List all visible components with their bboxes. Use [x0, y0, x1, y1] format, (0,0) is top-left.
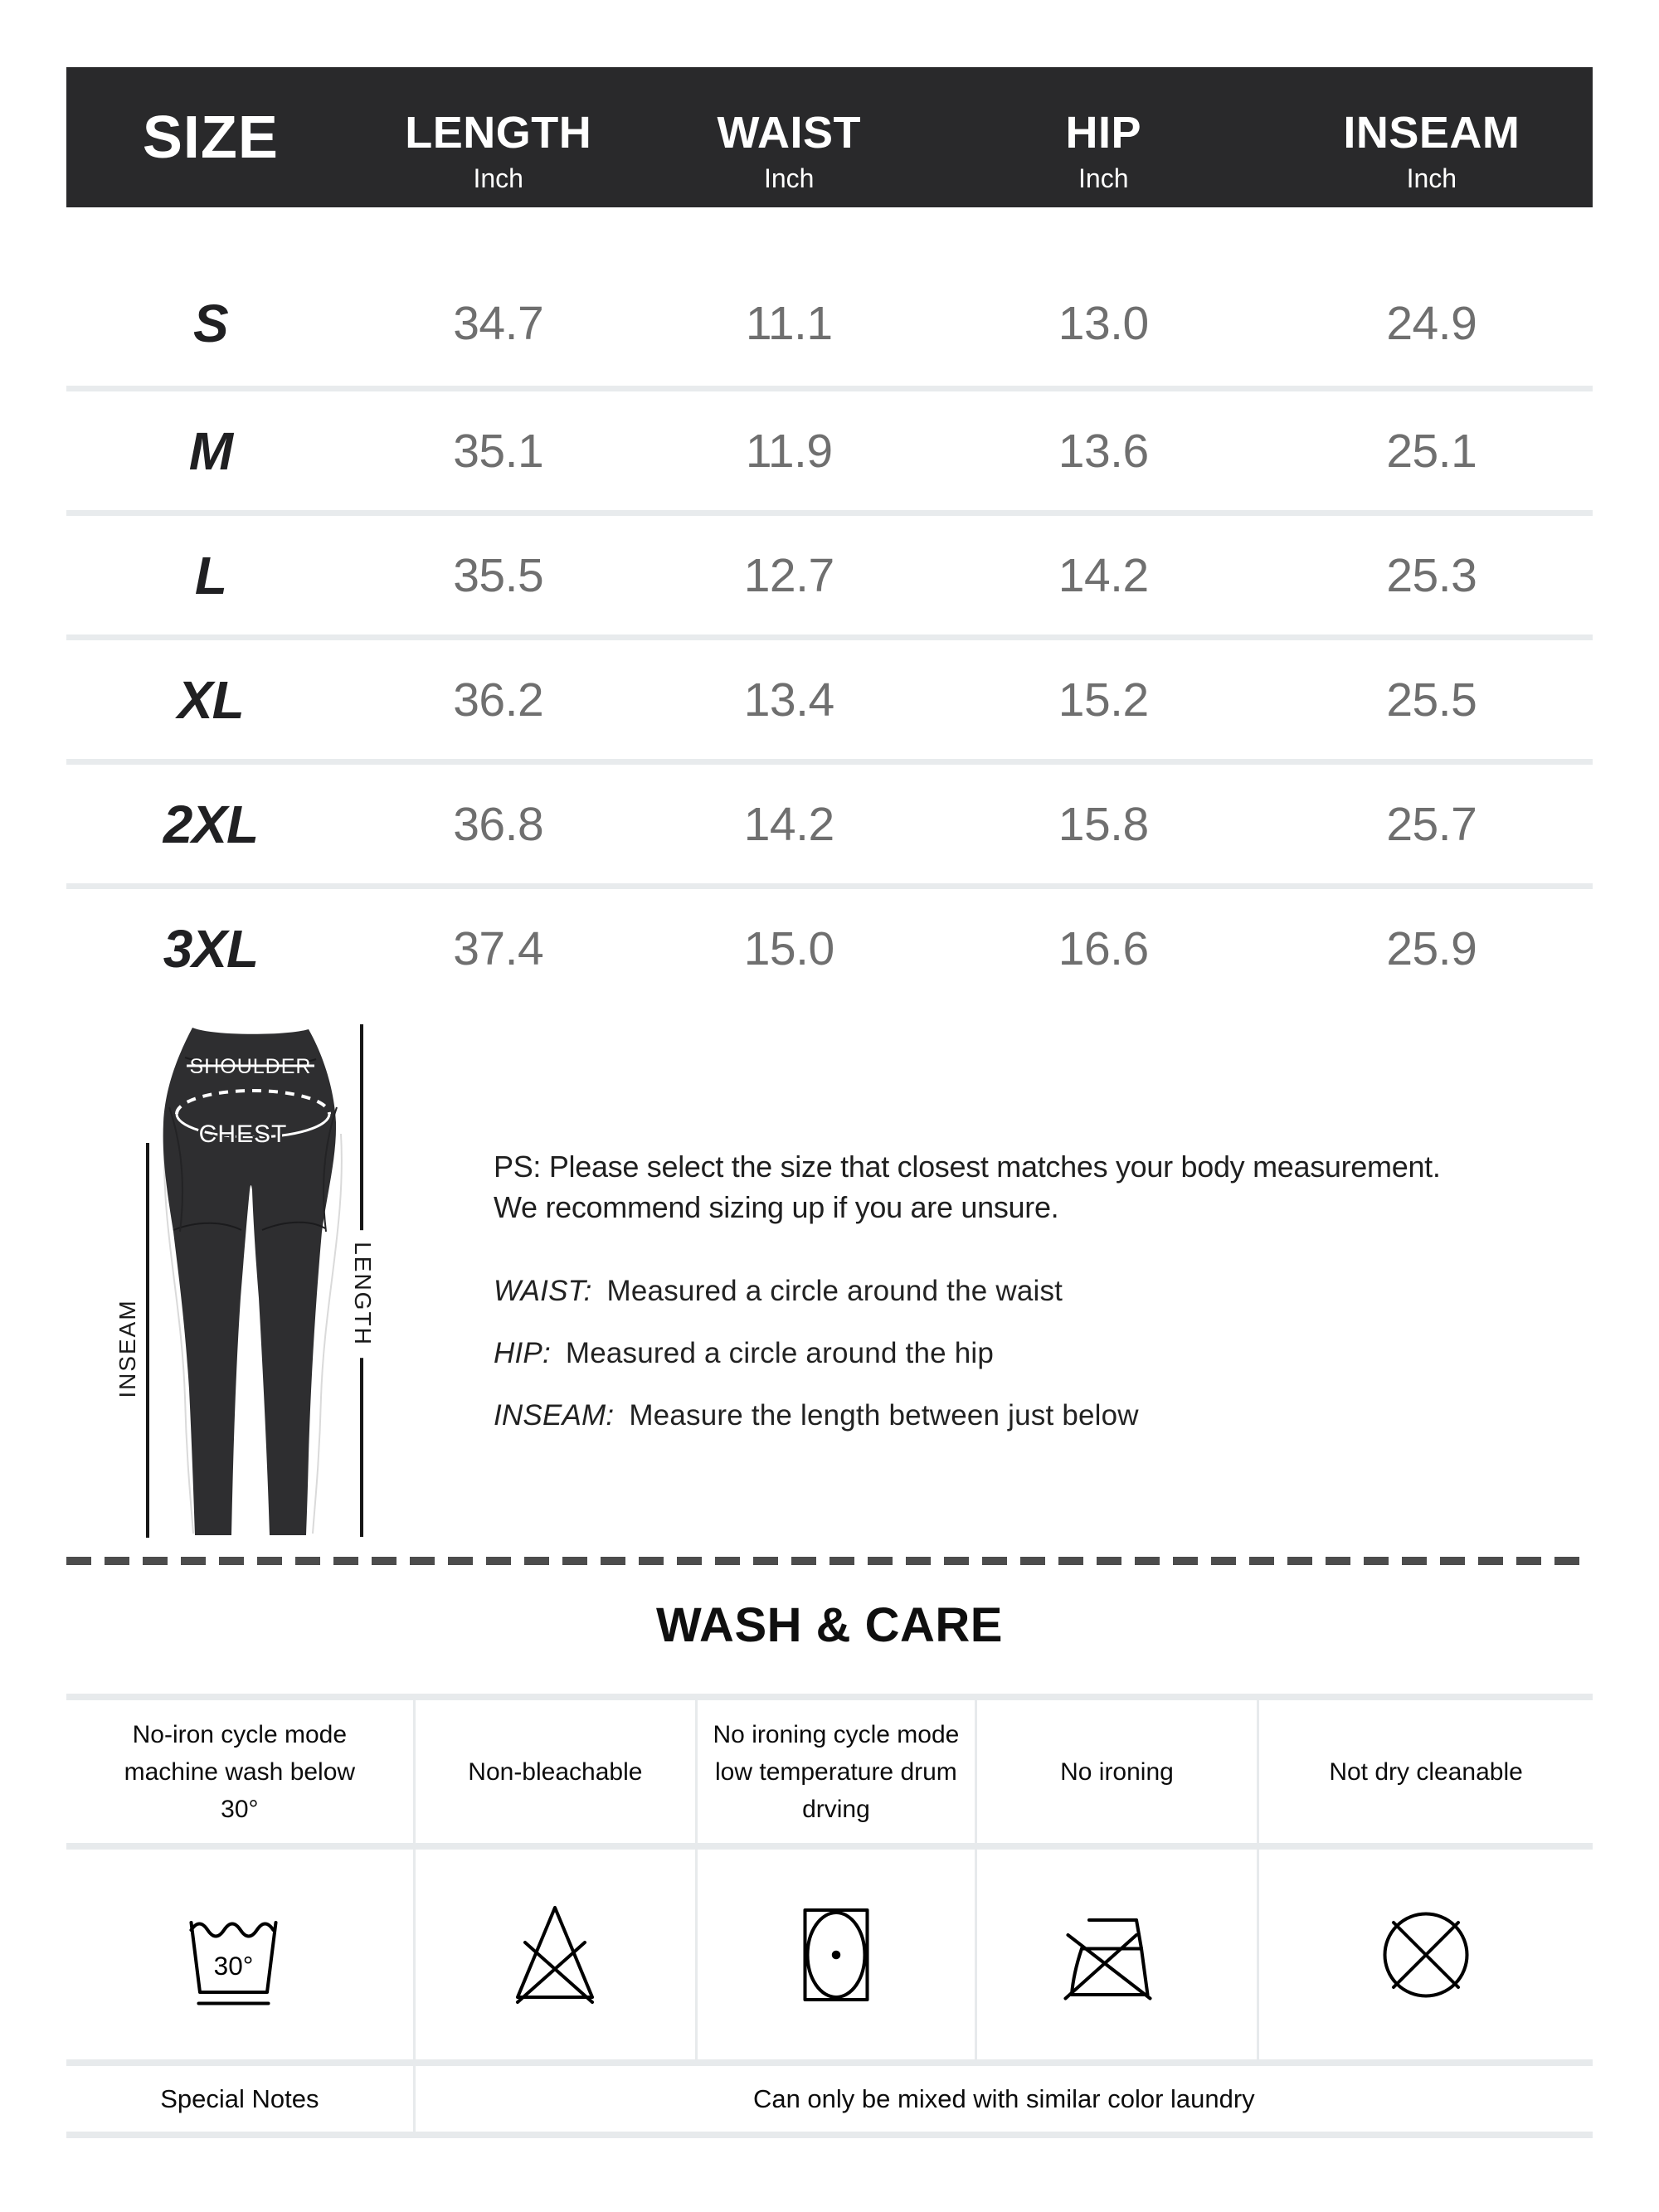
size-name: M — [188, 421, 233, 481]
size-name: S — [193, 294, 228, 353]
wash-care-title: WASH & CARE — [656, 1598, 1003, 1652]
waist-value: 12.7 — [743, 548, 834, 602]
ps-note-line2: We recommend sizing up if you are unsure. — [494, 1190, 1059, 1224]
unit-label: Inch — [763, 163, 815, 193]
length-value: 34.7 — [453, 297, 544, 350]
size-row-3xl — [66, 883, 1593, 1008]
care-icon-cell-wash — [66, 1843, 413, 2059]
length-value: 36.2 — [453, 673, 544, 727]
size-name: 3XL — [163, 918, 259, 979]
hip-value: 14.2 — [1058, 548, 1149, 602]
inseam-value: 25.3 — [1386, 548, 1477, 602]
care-label-tumble: No ironing cycle mode low temperature drum drving — [695, 1694, 975, 1843]
hip-term: HIP: — [494, 1337, 551, 1369]
no-bleach-icon — [493, 1893, 617, 2017]
size-row-s — [66, 261, 1593, 386]
header-cell-hip: HIP Inch — [1065, 108, 1141, 193]
inseam-value: 25.7 — [1386, 797, 1477, 851]
size-row-xl — [66, 634, 1593, 759]
special-notes-label: Special Notes — [66, 2059, 413, 2138]
care-label-iron: No ironing — [975, 1694, 1257, 1843]
waist-desc: Measured a circle around the waist — [606, 1275, 1063, 1307]
hip-definition — [494, 1337, 994, 1370]
unit-label: Inch — [1078, 163, 1129, 193]
size-name: XL — [177, 669, 244, 730]
care-icon-cell-iron — [975, 1843, 1257, 2059]
leggings-body — [163, 1028, 336, 1535]
header-cell-inseam: INSEAM Inch — [1343, 108, 1520, 193]
inseam-term: INSEAM: — [494, 1399, 615, 1432]
inseam-measure-line — [146, 1143, 149, 1538]
inseam-value: 25.1 — [1386, 424, 1477, 478]
wash-temp-label: 30° — [213, 1950, 254, 1981]
no-dry-clean-icon — [1364, 1893, 1488, 2017]
inseam-value: 25.5 — [1386, 673, 1477, 727]
size-table-header — [66, 67, 1593, 207]
header-cell-size — [66, 67, 355, 207]
inseam-value: 24.9 — [1386, 297, 1477, 350]
size-row-m — [66, 386, 1593, 510]
hip-value: 15.2 — [1058, 673, 1149, 727]
wash-30-icon — [178, 1893, 302, 2017]
length-value: 35.5 — [453, 548, 544, 602]
hip-value: 13.0 — [1058, 297, 1149, 350]
no-iron-icon — [1054, 1893, 1179, 2017]
care-label-dryclean: Not dry cleanable — [1257, 1694, 1593, 1843]
header-cell-length: LENGTH Inch — [405, 108, 592, 193]
inseam-definition — [494, 1399, 1139, 1432]
leggings-figure — [162, 1024, 344, 1539]
size-name: L — [194, 545, 226, 605]
tumble-dry-low-icon — [774, 1893, 898, 2017]
unit-label: Inch — [1406, 163, 1457, 193]
hip-value: 16.6 — [1058, 921, 1149, 975]
size-header-label: SIZE — [142, 104, 279, 171]
hip-value: 13.6 — [1058, 424, 1149, 478]
hip-value: 15.8 — [1058, 797, 1149, 851]
length-value: 36.8 — [453, 797, 544, 851]
care-icon-cell-tumble — [695, 1843, 975, 2059]
waist-definition — [494, 1275, 1063, 1308]
inseam-figure-label: INSEAM — [114, 1299, 140, 1398]
waist-value: 15.0 — [743, 921, 834, 975]
size-table-body — [66, 261, 1593, 1008]
special-notes-value: Can only be mixed with similar color laundry — [413, 2059, 1593, 2138]
header-cell-waist: WAIST Inch — [717, 108, 861, 193]
size-row-2xl — [66, 759, 1593, 883]
length-value: 35.1 — [453, 424, 544, 478]
care-icon-cell-dryclean — [1257, 1843, 1593, 2059]
waist-term: WAIST: — [494, 1275, 592, 1307]
unit-label: Inch — [473, 163, 523, 193]
shoulder-label: SHOULDER — [189, 1055, 312, 1078]
care-label-bleach: Non-bleachable — [413, 1694, 695, 1843]
care-label-wash: No-iron cycle mode machine wash below 30° — [66, 1694, 413, 1843]
care-icon-cell-bleach — [413, 1843, 695, 2059]
waist-value: 14.2 — [743, 797, 834, 851]
hip-desc: Measured a circle around the hip — [565, 1337, 995, 1369]
size-row-l — [66, 510, 1593, 634]
inseam-desc: Measure the length between just below — [629, 1399, 1139, 1432]
wash-care-table — [66, 1694, 1593, 2138]
ps-note-line1: PS: Please select the size that closest matches your body measurement. — [494, 1150, 1441, 1184]
inseam-value: 25.9 — [1386, 921, 1477, 975]
leggings-illustration — [162, 1024, 344, 1539]
ps-note — [494, 1146, 1605, 1228]
waist-value: 11.9 — [745, 424, 833, 478]
dashed-divider — [66, 1557, 1593, 1565]
waist-value: 11.1 — [745, 297, 833, 350]
length-value: 37.4 — [453, 921, 544, 975]
size-name: 2XL — [163, 794, 259, 854]
chest-label: CHEST — [198, 1121, 288, 1148]
length-figure-label: LENGTH — [348, 1230, 377, 1358]
waist-value: 13.4 — [743, 673, 834, 727]
